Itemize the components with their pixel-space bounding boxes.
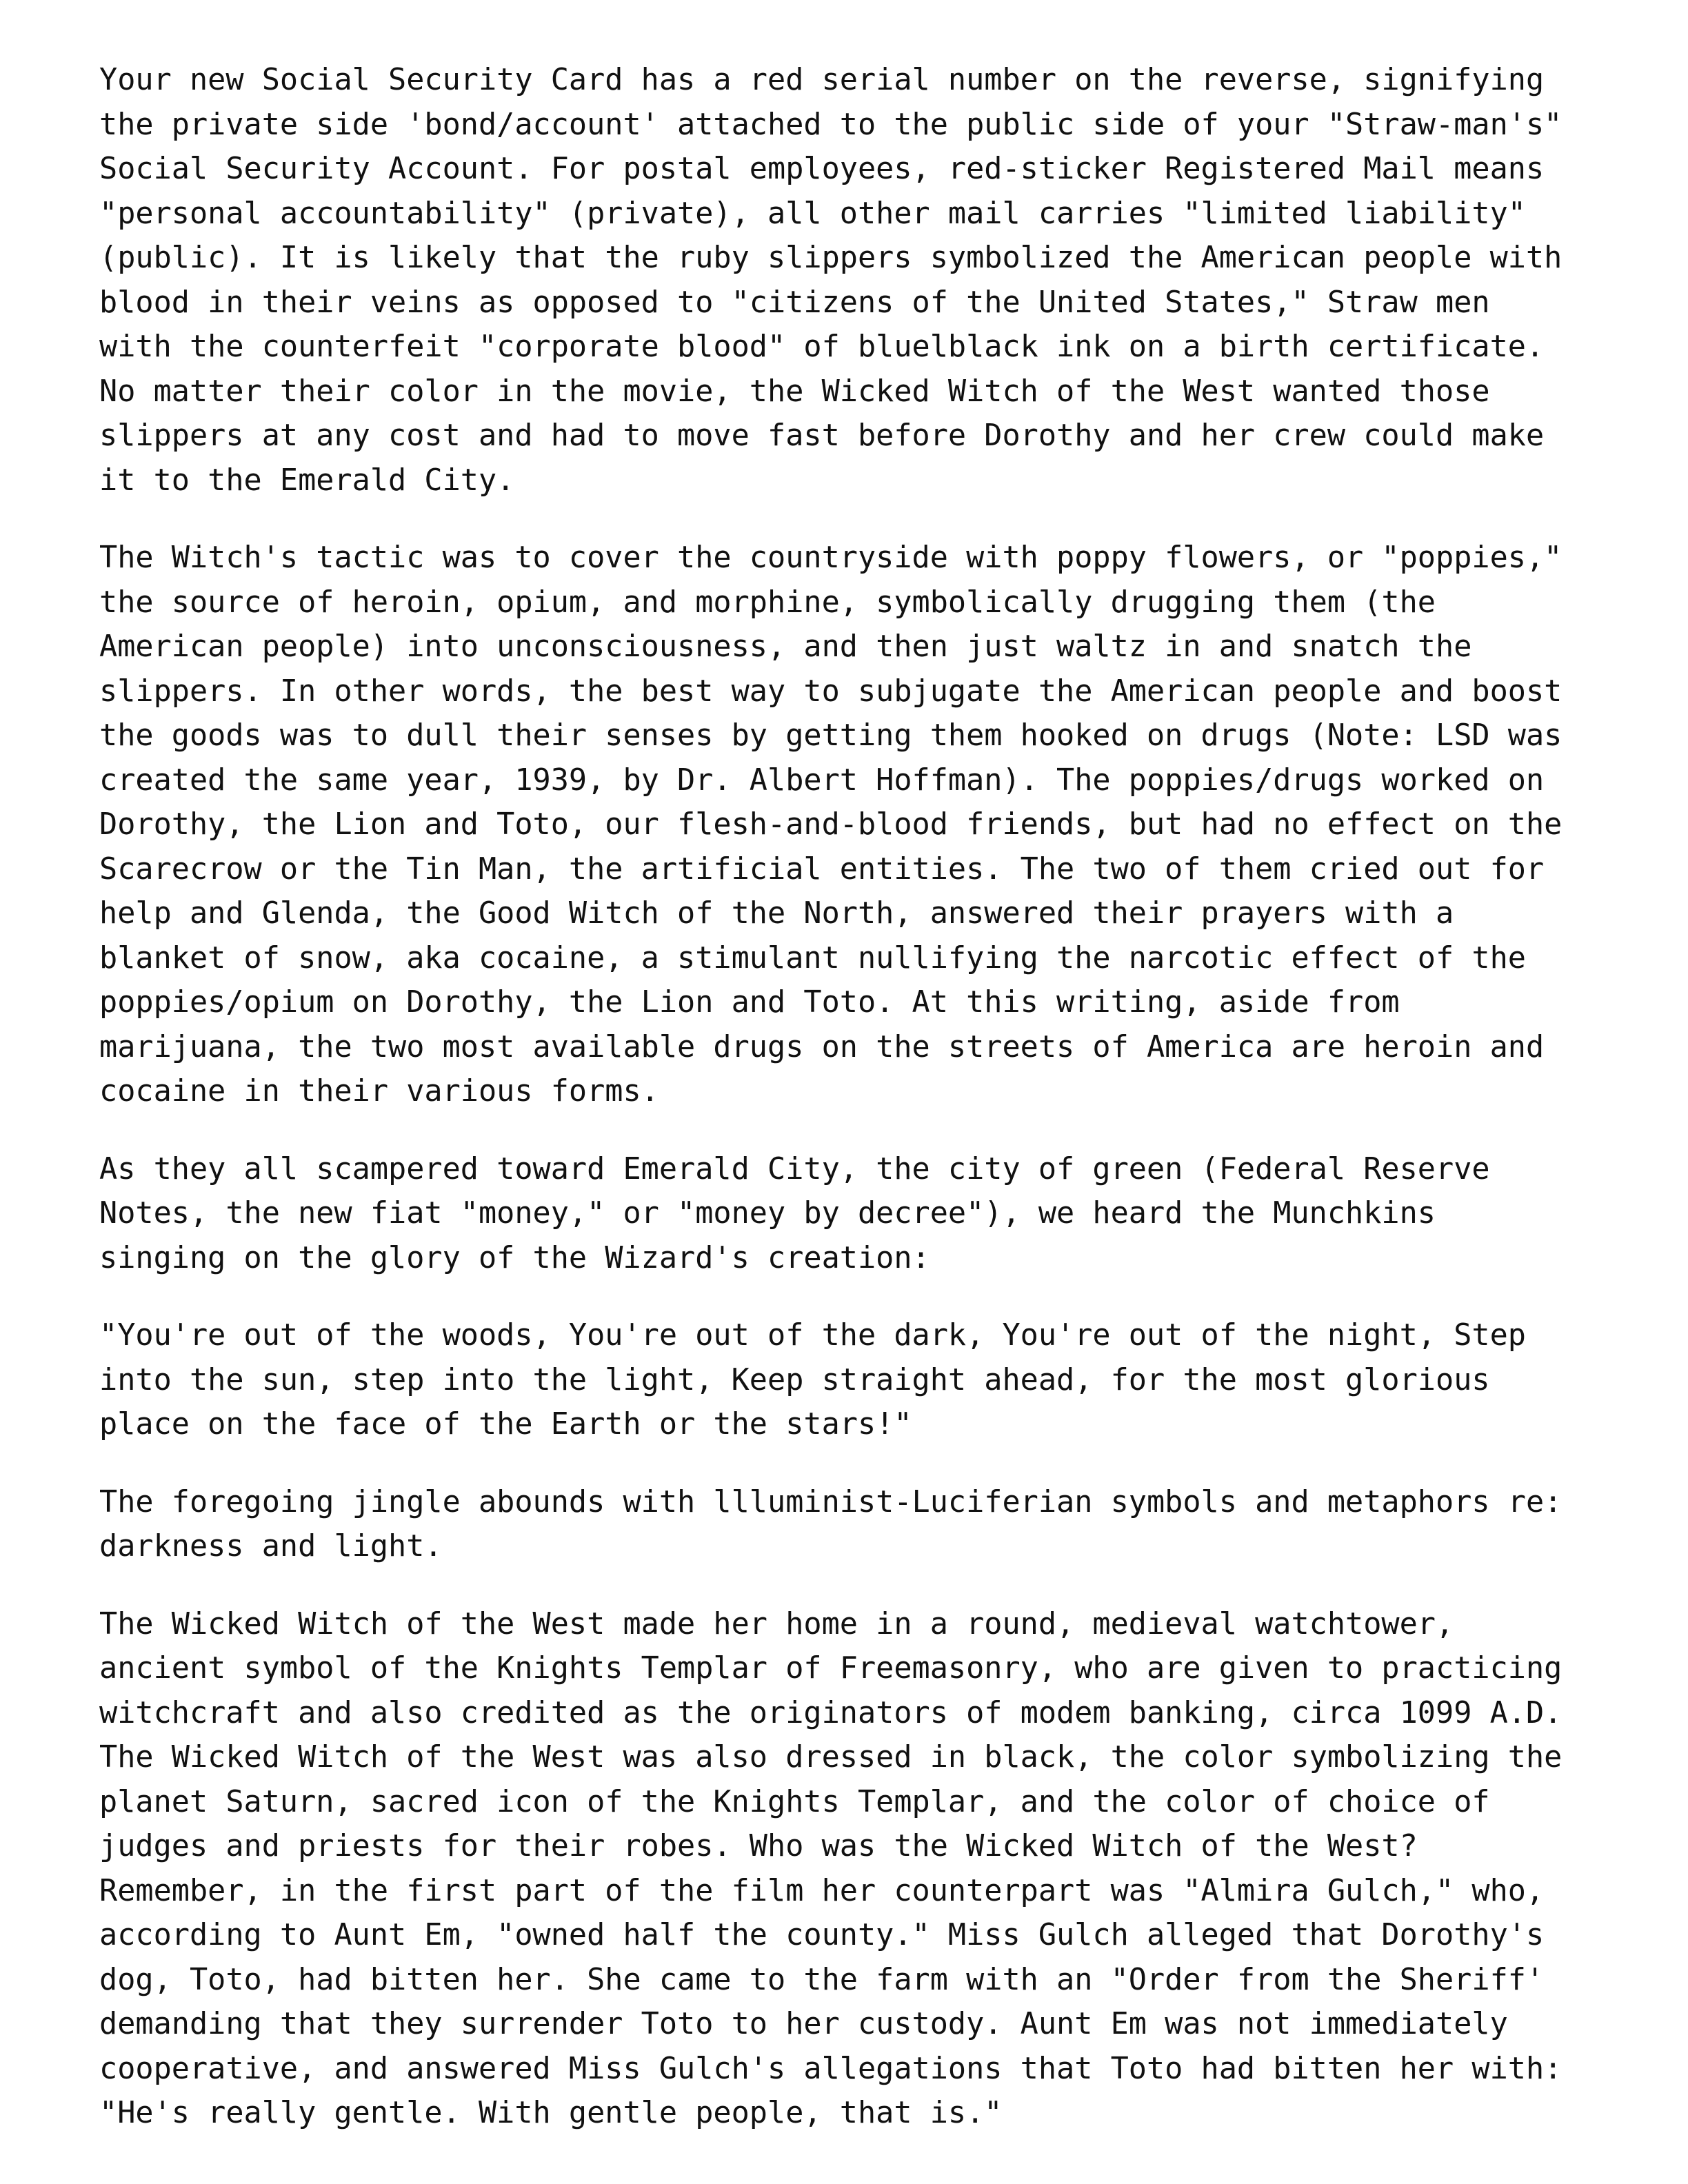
paragraph-wicked-witch: The Wicked Witch of the West made her home in a round, medieval watchtower, ancient symbol of the Knights Templar of Freemasonry, who are given to practicing witchcraft and also credited as the originators of modem banking, circa 1099 A.D. The Wicked Witch of the West was also dressed in black, the color symbolizing the planet Saturn, sacred icon of the Knights Templar, and the color of choice of judges and priests for their robes. Who was the Wicked Witch of the West? Remember, in the first part of the film her counterpart was "Almira Gulch," who, according to Aunt Em, "owned half the county." Miss Gulch alleged that Dorothy's dog, Toto, had bitten her. She came to the farm with an "Order from the Sheriff' demanding that they surrender Toto to her custody. Aunt Em was not immediately cooperative, and answered Miss Gulch's allegations that Toto had bitten her with: "He's really gentle. With gentle people, that is." xyxy=(99,1606,1563,2130)
paragraph-munchkin-song: "You're out of the woods, You're out of the dark, You're out of the night, Step into the sun, step into the light, Keep straight ahead, for the most glorious place on the face of the Earth or the stars!" xyxy=(99,1318,1526,1442)
paragraph-witch-tactic: The Witch's tactic was to cover the countryside with poppy flowers, or "poppies," the source of heroin, opium, and morphine, symbolically drugging them (the American people) into unconsciousness, and then just waltz in and snatch the slippers. In other words, the best way to subjugate the American people and boost the goods was to dull their senses by getting them hooked on drugs (Note: LSD was created the same year, 1939, by Dr. Albert Hoffman). The poppies/drugs worked on Dorothy, the Lion and Toto, our flesh-and-blood friends, but had no effect on the Scarecrow or the Tin Man, the artificial entities. The two of them cried out for help and Glenda, the Good Witch of the North, answered their prayers with a blanket of snow, aka cocaine, a stimulant nullifying the narcotic effect of the poppies/opium on Dorothy, the Lion and Toto. At this writing, aside from marijuana, the two most available drugs on the streets of America are heroin and cocaine in their various forms. xyxy=(99,540,1563,1109)
paragraph-social-security-card: Your new Social Security Card has a red serial number on the reverse, signifying the private side 'bond/account' attached to the public side of your "Straw-man's" Social Security Account. For postal employees, red-sticker Registered Mail means "personal accountability" (private), all other mail carries "limited liability" (public). It is likely that the ruby slippers symbolized the American people with blood in their veins as opposed to "citizens of the United States," Straw men with the counterfeit "corporate blood" of bluelblack ink on a birth certificate. No matter their color in the movie, the Wicked Witch of the West wanted those slippers at any cost and had to move fast before Dorothy and her crew could make it to the Emerald City. xyxy=(99,63,1563,498)
document-page xyxy=(99,58,1602,2169)
paragraph-emerald-city: As they all scampered toward Emerald City, the city of green (Federal Reserve Notes, the new fiat "money," or "money by decree"), we heard the Munchkins singing on the glory of the Wizard's creation: xyxy=(99,1151,1490,1275)
paragraph-jingle-symbols: The foregoing jingle abounds with llluminist-Luciferian symbols and metaphors re: darkness and light. xyxy=(99,1484,1563,1564)
